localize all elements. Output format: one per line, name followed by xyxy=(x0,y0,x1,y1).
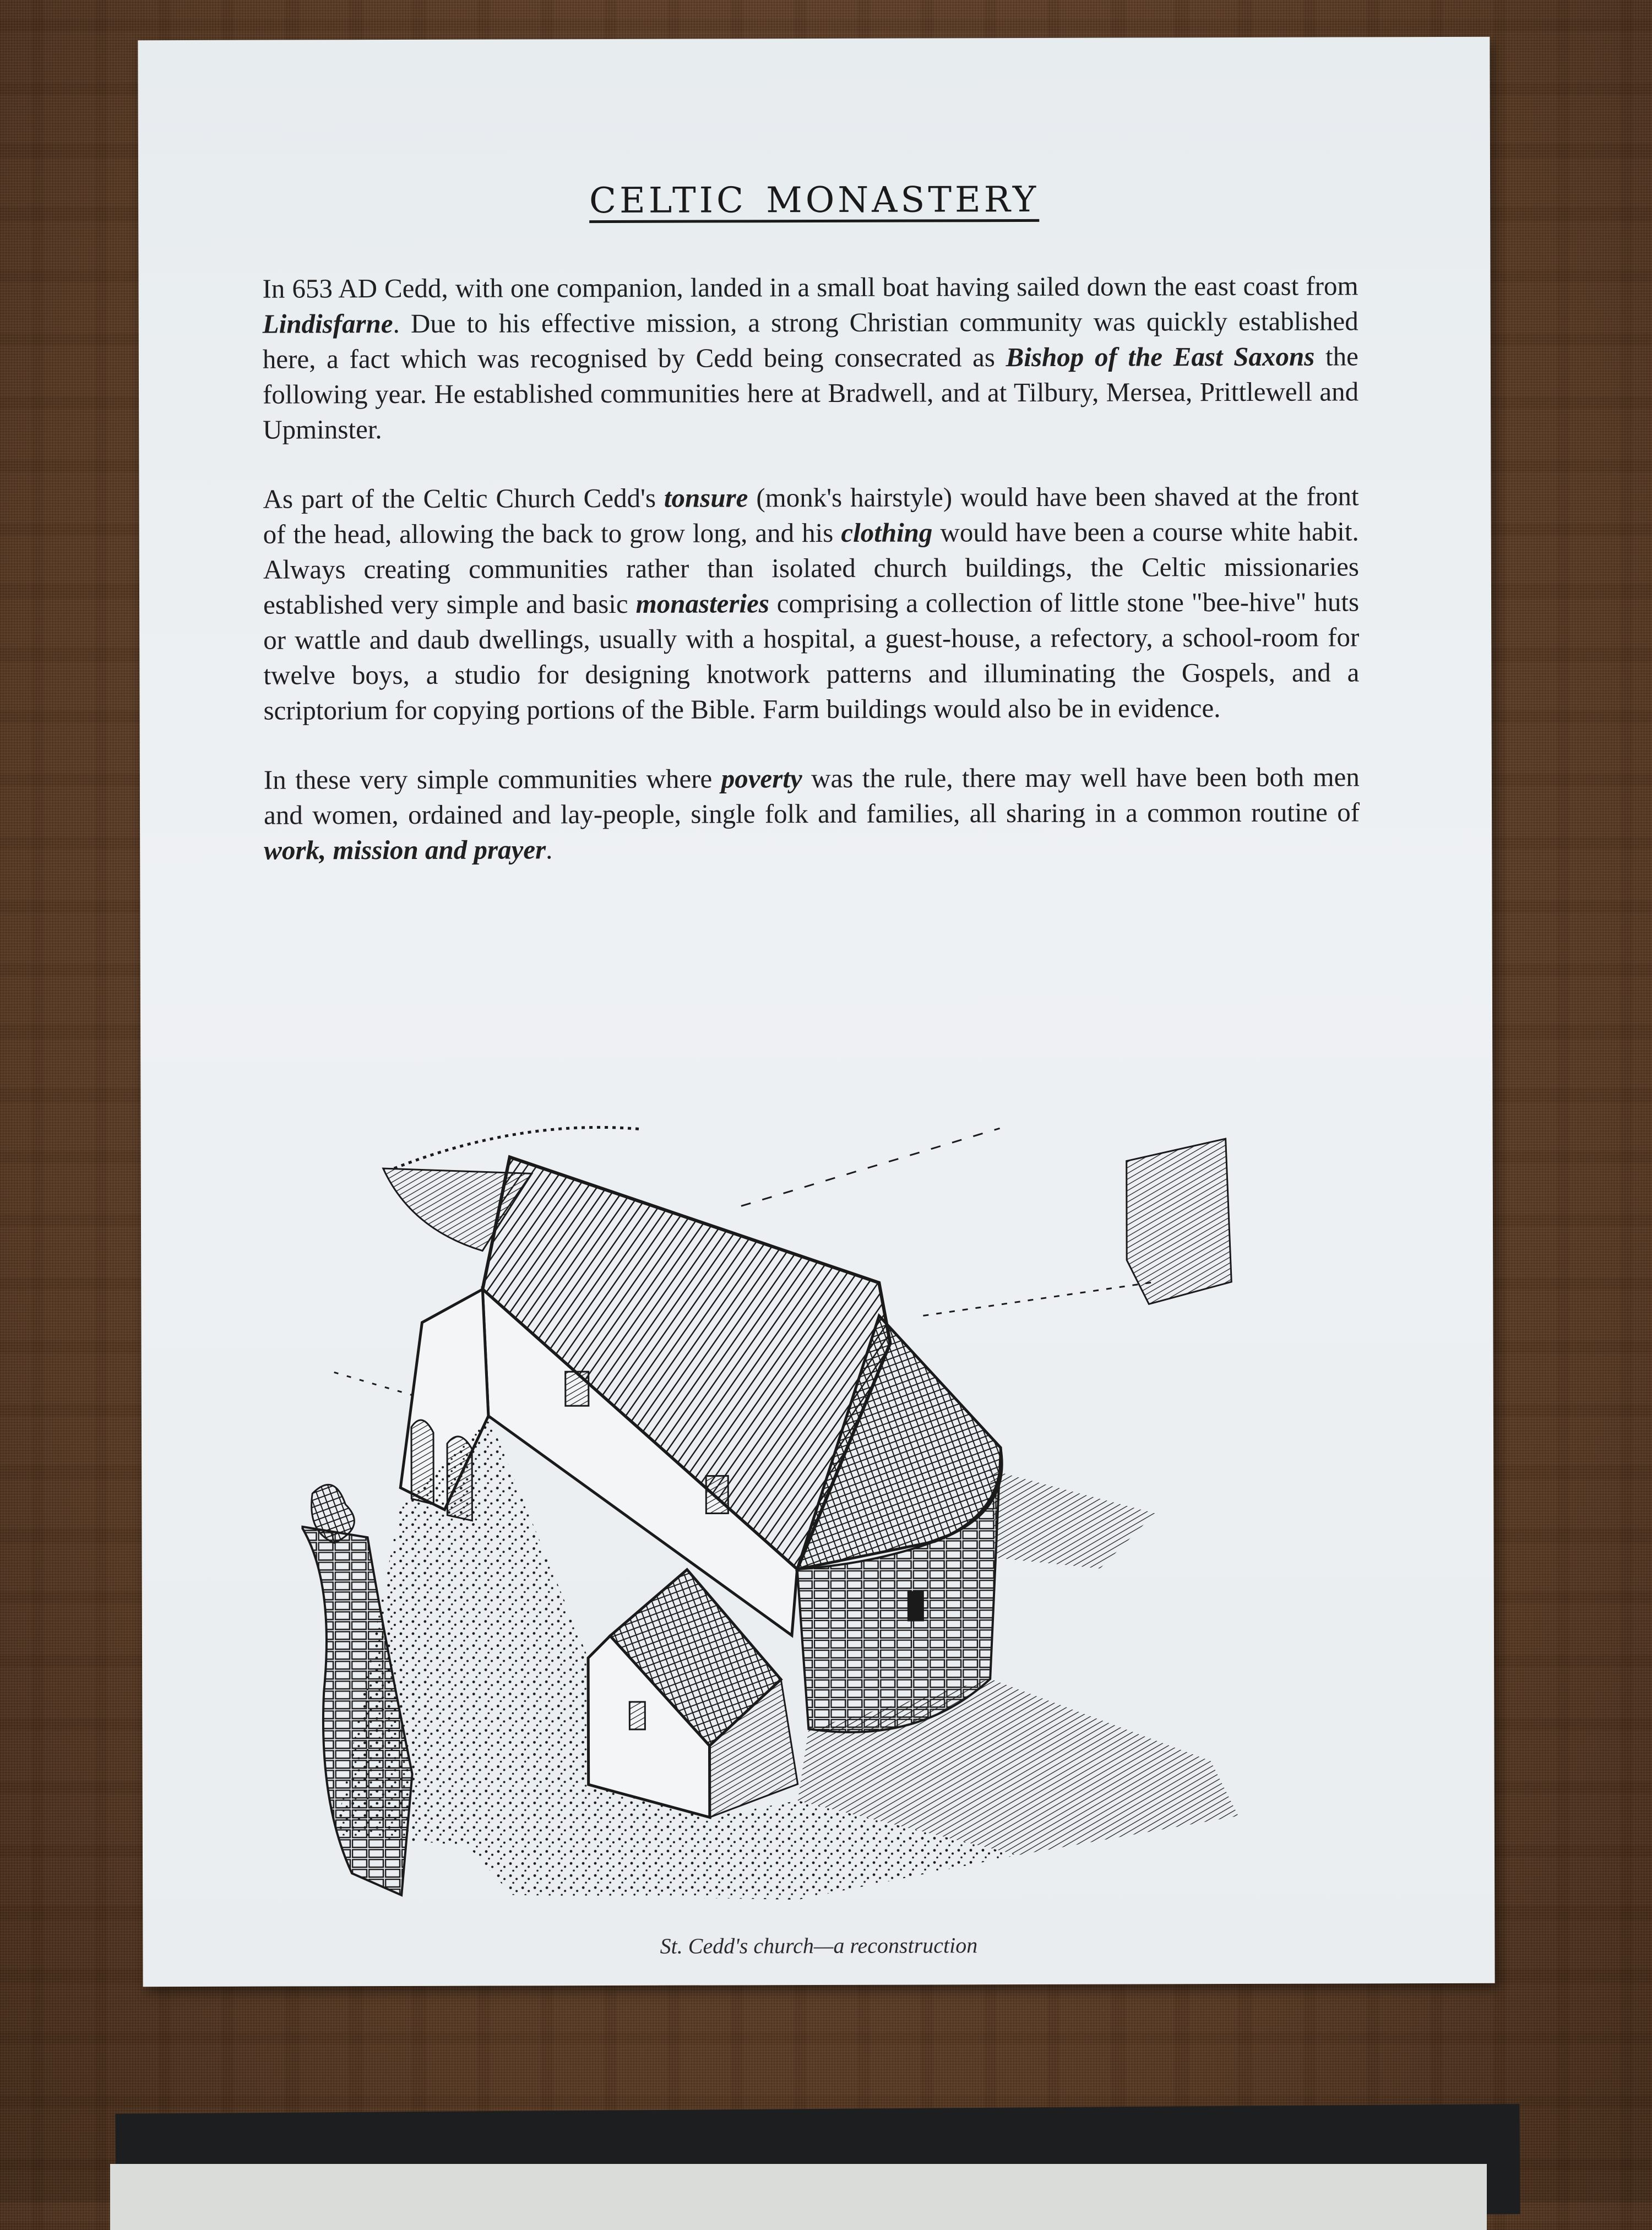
text-run: the following year. He established communities here at Bradwell, and at Tilbury, Mersea, Prittlewell and Upminster. xyxy=(262,341,1359,445)
text-run: In these very simple communities where xyxy=(263,763,721,795)
emphasis-clothing: clothing xyxy=(841,517,933,548)
window xyxy=(706,1476,728,1513)
notice-sheet xyxy=(138,37,1495,1987)
page-title: celtic monastery xyxy=(589,164,1040,225)
emphasis-bishop: Bishop of the East Saxons xyxy=(1006,341,1315,373)
emphasis-work-mission-prayer: work, mission and prayer xyxy=(264,834,546,866)
apse-window xyxy=(907,1591,924,1621)
tower-shadow xyxy=(990,1469,1155,1569)
lower-sheet xyxy=(110,2164,1487,2230)
text-run: As part of the Celtic Church Cedd's xyxy=(263,482,664,514)
text-run: (monk's hairstyle) would have been shaved at the front of the head, allowing the back to grow long, and his xyxy=(263,481,1359,550)
paragraph-1 xyxy=(262,268,1358,447)
church-illustration xyxy=(300,1083,1376,1934)
emphasis-tonsure: tonsure xyxy=(664,482,748,513)
text-run: . Due to his effective mission, a strong Christian community was quickly established here, a fact which was recognised by Cedd being consecrated as xyxy=(262,306,1358,374)
emphasis-monasteries: monasteries xyxy=(635,588,769,619)
text-run: comprising a collection of little stone "bee-hive" huts or wattle and daub dwellings, usually with a hospital, a guest-house, a refectory, a school-room for twelve boys, a studio for designing knotwork patterns and illuminating the Gospels, and a scriptorium for copying portions of the Bible. Farm buildings would also be in evidence. xyxy=(263,586,1360,726)
emphasis-lindisfarne: Lindisfarne xyxy=(262,308,393,339)
emphasis-poverty: poverty xyxy=(721,763,802,794)
text-run: . xyxy=(546,834,553,865)
field-boundary xyxy=(741,1128,1000,1206)
illustration-caption: St. Cedd's church—a reconstruction xyxy=(660,1933,978,1959)
paragraph-2 xyxy=(263,478,1359,728)
window xyxy=(566,1372,589,1406)
text-run: would have been a course white habit. Always creating communities rather than isolated church buildings, the Celtic missionaries established very simple and basic xyxy=(263,516,1359,620)
path-line xyxy=(923,1282,1154,1315)
notice-body xyxy=(262,268,1360,902)
text-run: was the rule, there may well have been both men and women, ordained and lay-people, single folk and families, all sharing in a common routine of xyxy=(263,762,1360,830)
ruined-wall xyxy=(1127,1139,1232,1304)
paragraph-3 xyxy=(264,759,1360,868)
text-run: In 653 AD Cedd, with one companion, landed in a small boat having sailed down the east coast from xyxy=(262,270,1358,304)
porch-window xyxy=(629,1702,645,1729)
